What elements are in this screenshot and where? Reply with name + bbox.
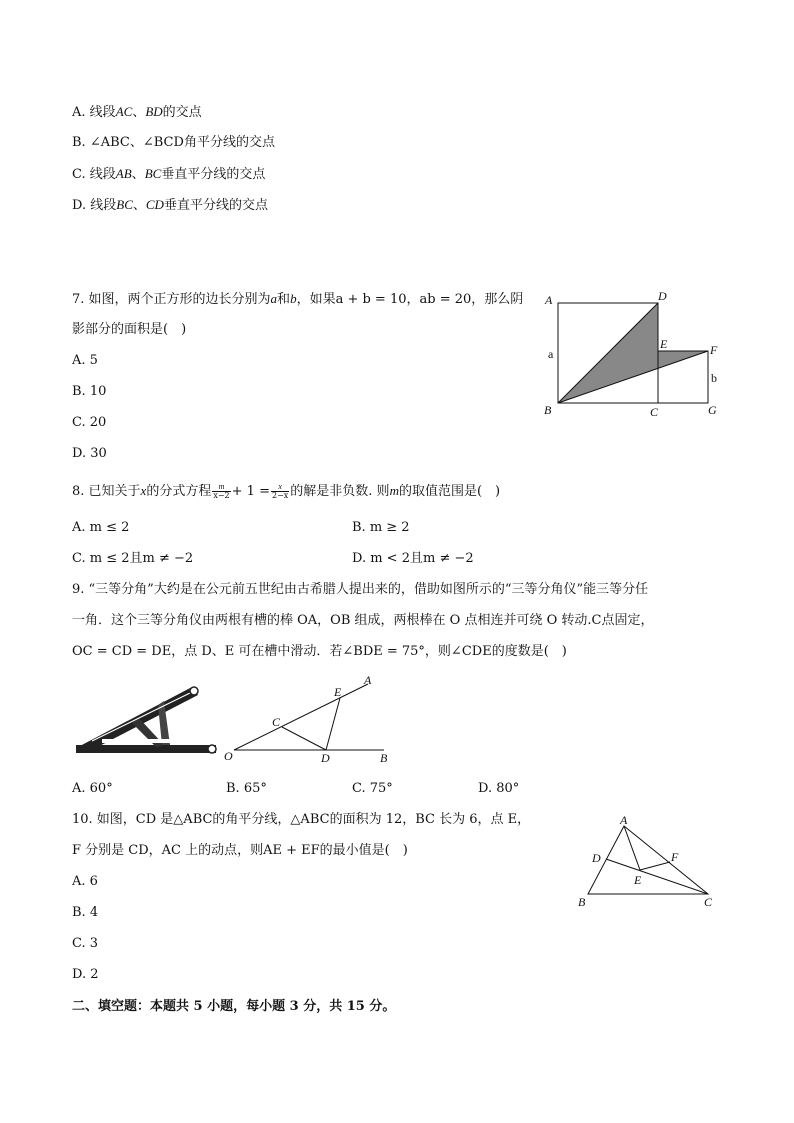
q10-label-c: C xyxy=(704,895,713,909)
q9-trisector-image xyxy=(72,683,222,763)
q10-option-c: C. 3 xyxy=(72,936,99,951)
q9-stem-line1: 9. “三等分角”大约是在公元前五世纪由古希腊人提出来的，借助如图所示的“三等分角仪”能三等分任 xyxy=(72,582,649,597)
q9-option-a: A. 60° xyxy=(72,781,113,796)
q6-option-c: C. 线段AB、BC垂直平分线的交点 xyxy=(72,166,266,182)
q7-option-c: C. 20 xyxy=(72,415,107,430)
q7-label-g: G xyxy=(708,403,717,417)
q10-segment-ef xyxy=(640,862,670,870)
q7-stem-line2: 影部分的面积是( ) xyxy=(72,322,187,337)
q9-stem-line2: 一角．这个三等分角仪由两根有槽的棒 OA，OB 组成，两根棒在 O 点相连并可绕 O 转动.C点固定， xyxy=(72,613,654,628)
q7-option-a: A. 5 xyxy=(72,353,98,368)
q9-option-b: B. 65° xyxy=(226,781,267,796)
q7-label-c: C xyxy=(650,405,659,419)
q9-option-d: D. 80° xyxy=(478,781,520,796)
q7-option-d: D. 30 xyxy=(72,446,107,461)
section-2-heading: 二、填空题：本题共 5 小题，每小题 3 分，共 15 分。 xyxy=(72,999,396,1014)
q10-figure xyxy=(572,812,722,912)
q9-label-c: C xyxy=(272,715,281,729)
q7-label-b: B xyxy=(544,403,552,417)
q7-label-f: F xyxy=(710,343,718,357)
q9-figure xyxy=(222,673,392,766)
q6-option-d: D. 线段BC、CD垂直平分线的交点 xyxy=(72,197,268,213)
q7-label-d: D xyxy=(658,289,667,303)
q7-label-a-point: A xyxy=(545,293,553,307)
q10-label-b: B xyxy=(578,895,586,909)
q7-option-b: B. 10 xyxy=(72,384,107,399)
q8-fraction-1: $\frac{m}{x-2}$ xyxy=(213,482,230,500)
q7-label-e: E xyxy=(660,337,668,351)
q7-figure xyxy=(540,288,730,423)
q9-label-d: D xyxy=(321,751,330,765)
q10-option-a: A. 6 xyxy=(72,874,98,889)
q10-label-a: A xyxy=(620,813,628,827)
q8-option-b: B. m ≥ 2 xyxy=(352,520,410,535)
q9-segment-cd xyxy=(282,727,326,750)
q7-label-b-side: b xyxy=(711,371,717,385)
q10-segment-cd xyxy=(606,859,708,894)
q7-shaded-region xyxy=(558,303,708,403)
q9-label-a: A xyxy=(364,673,372,687)
q8-option-a: A. m ≤ 2 xyxy=(72,520,130,535)
q7-stem-line1: 7. 如图，两个正方形的边长分别为a和b，如果a + b = 10，ab = 20，那么阴 xyxy=(72,291,524,307)
q8-option-d: D. m < 2且m ≠ −2 xyxy=(352,551,474,566)
q8-stem: 8. 已知关于x的分式方程 $\frac{m}{x-2}$ + 1 = $\frac{x}{2-x}$ 的解是非负数. 则m的取值范围是( ) xyxy=(72,482,501,500)
q10-triangle-abc xyxy=(588,826,708,894)
q10-label-e: E xyxy=(634,873,642,887)
q9-segment-de xyxy=(326,698,340,750)
q9-label-o: O xyxy=(224,749,233,763)
q10-option-b: B. 4 xyxy=(72,905,99,920)
q6-option-b: B. ∠ABC、∠BCD角平分线的交点 xyxy=(72,135,275,150)
q10-label-d: D xyxy=(592,851,601,865)
q7-label-a-side: a xyxy=(548,347,554,361)
q9-option-c: C. 75° xyxy=(352,781,393,796)
q9-stem-line3: OC = CD = DE，点 D、E 可在槽中滑动．若∠BDE = 75°，则∠CDE的度数是( ) xyxy=(72,644,567,659)
q9-ray-oa xyxy=(234,684,368,750)
q10-label-f: F xyxy=(671,850,679,864)
q6-option-a: A. 线段AC、BD的交点 xyxy=(72,104,202,120)
q9-label-e: E xyxy=(334,685,342,699)
q10-stem-line1: 10. 如图，CD 是△ABC的角平分线，△ABC的面积为 12，BC 长为 6，点 E， xyxy=(72,812,531,827)
q8-fraction-2: $\frac{x}{2-x}$ xyxy=(271,482,289,500)
q8-option-c: C. m ≤ 2且m ≠ −2 xyxy=(72,551,194,566)
q10-option-d: D. 2 xyxy=(72,967,99,982)
q9-label-b: B xyxy=(380,751,388,765)
q10-stem-line2: F 分别是 CD，AC 上的动点，则AE + EF的最小值是( ) xyxy=(72,843,408,858)
